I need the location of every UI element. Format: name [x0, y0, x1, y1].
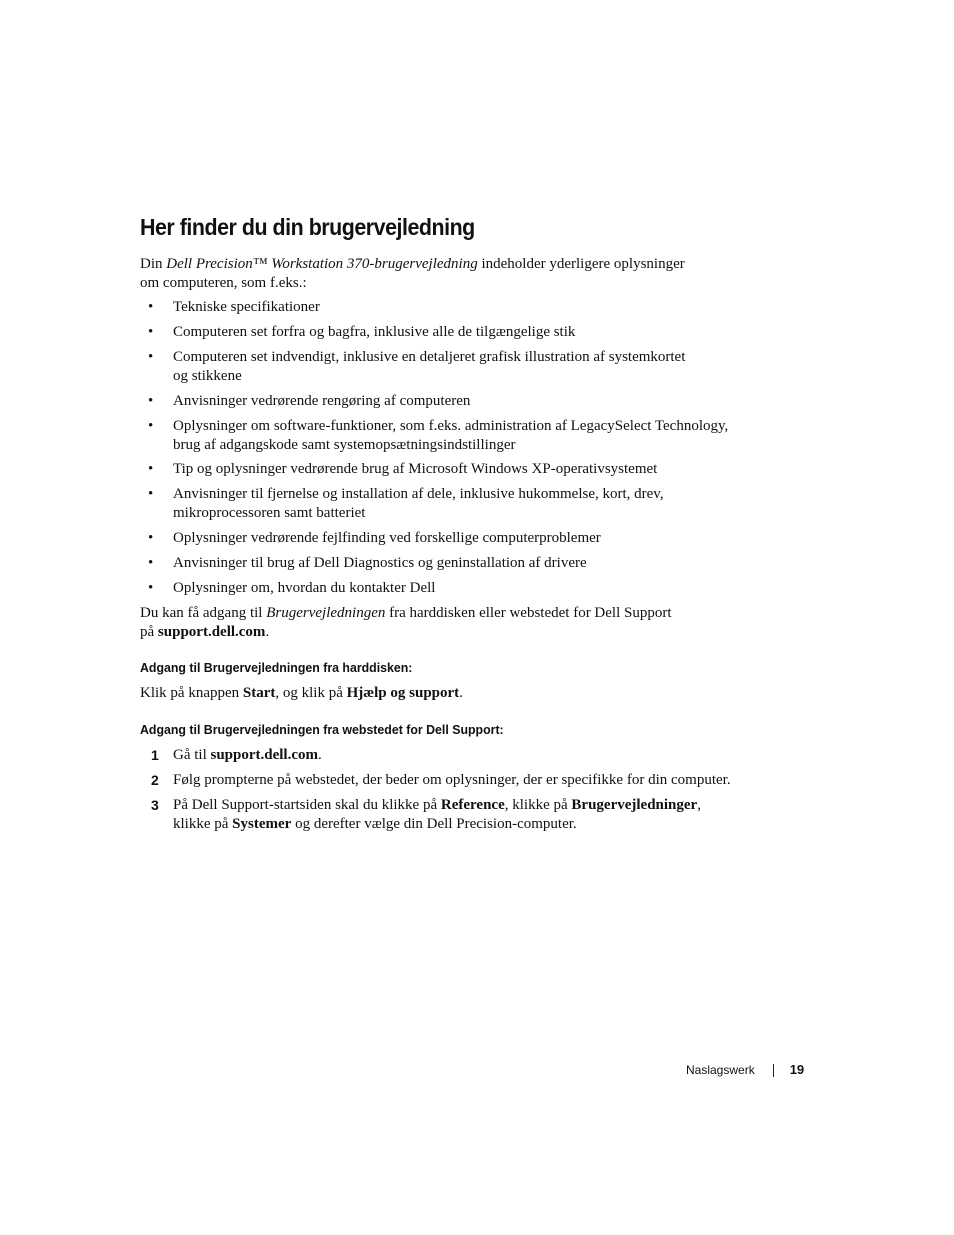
list-item: Computeren set indvendigt, inklusive en detaljeret grafisk illustration af systemkortet og stikkene [173, 349, 686, 384]
support-link[interactable]: support.dell.com [210, 747, 319, 763]
footer-divider [773, 1064, 774, 1077]
list-item: Oplysninger om, hvordan du kontakter Dell [173, 580, 436, 596]
guide-title: Dell Precision™ Workstation 370-brugervejledning [166, 256, 478, 272]
intro-text: indeholder yderligere oplysninger [477, 256, 685, 272]
page-footer [686, 1062, 804, 1077]
list-item: Oplysninger vedrørende fejlfinding ved forskellige computerproblemer [173, 530, 601, 546]
page-number: 19 [789, 1062, 805, 1077]
help-support-label: Hjælp og support [346, 685, 460, 701]
bullet-icon: • [148, 418, 154, 434]
step-item: Følg prompterne på webstedet, der beder om oplysninger, der er specifikke for din computer. [173, 772, 731, 788]
bullet-icon: • [148, 324, 154, 340]
step-number: 3 [151, 797, 159, 813]
intro-text: Din [140, 256, 167, 272]
bullet-icon: • [148, 580, 154, 596]
list-item: Anvisninger til brug af Dell Diagnostics og geninstallation af drivere [173, 555, 587, 571]
intro-paragraph [140, 255, 685, 293]
list-item: Tekniske specifikationer [173, 299, 320, 315]
footer-section: Naslagswerk [686, 1063, 755, 1077]
bullet-icon: • [148, 555, 154, 571]
bullet-icon: • [148, 349, 154, 365]
bullet-icon: • [148, 299, 154, 315]
list-item: Oplysninger om software-funktioner, som f.eks. administration af LegacySelect Technology, brug af adgangskode samt systemopsætningsindstillinger [173, 418, 729, 453]
step-number: 2 [151, 772, 159, 788]
page-title: Her finder du din brugervejledning [140, 214, 475, 240]
list-item: Anvisninger til fjernelse og installation af dele, inklusive hukommelse, kort, drev, mikroprocessoren samt batteriet [173, 486, 664, 521]
step-number: 1 [151, 747, 159, 763]
start-label: Start [242, 685, 276, 701]
harddisk-instruction: Klik på knappen Start, og klik på Hjælp og support. [140, 685, 463, 701]
support-link[interactable]: support.dell.com [157, 624, 266, 640]
access-paragraph: Du kan få adgang til Brugervejledningen fra harddisken eller webstedet for Dell Support på support.dell.com. [140, 605, 672, 640]
intro-text: om computeren, som f.eks.: [140, 275, 307, 291]
bullet-icon: • [148, 486, 154, 502]
list-item: Anvisninger vedrørende rengøring af computeren [173, 393, 471, 409]
step-item: På Dell Support-startsiden skal du klikke på Reference, klikke på Brugervejledninger, klikke på Systemer og derefter vælge din Dell Precision-computer. [173, 797, 701, 832]
bullet-icon: • [148, 393, 154, 409]
harddisk-heading: Adgang til Brugervejledningen fra harddisken: [140, 660, 413, 675]
bullet-icon: • [148, 461, 154, 477]
bullet-icon: • [148, 530, 154, 546]
step-item: Gå til support.dell.com. [173, 747, 322, 763]
list-item: Computeren set forfra og bagfra, inklusive alle de tilgængelige stik [173, 324, 576, 340]
list-item: Tip og oplysninger vedrørende brug af Microsoft Windows XP-operativsystemet [173, 461, 658, 477]
web-heading: Adgang til Brugervejledningen fra webstedet for Dell Support: [140, 722, 504, 737]
